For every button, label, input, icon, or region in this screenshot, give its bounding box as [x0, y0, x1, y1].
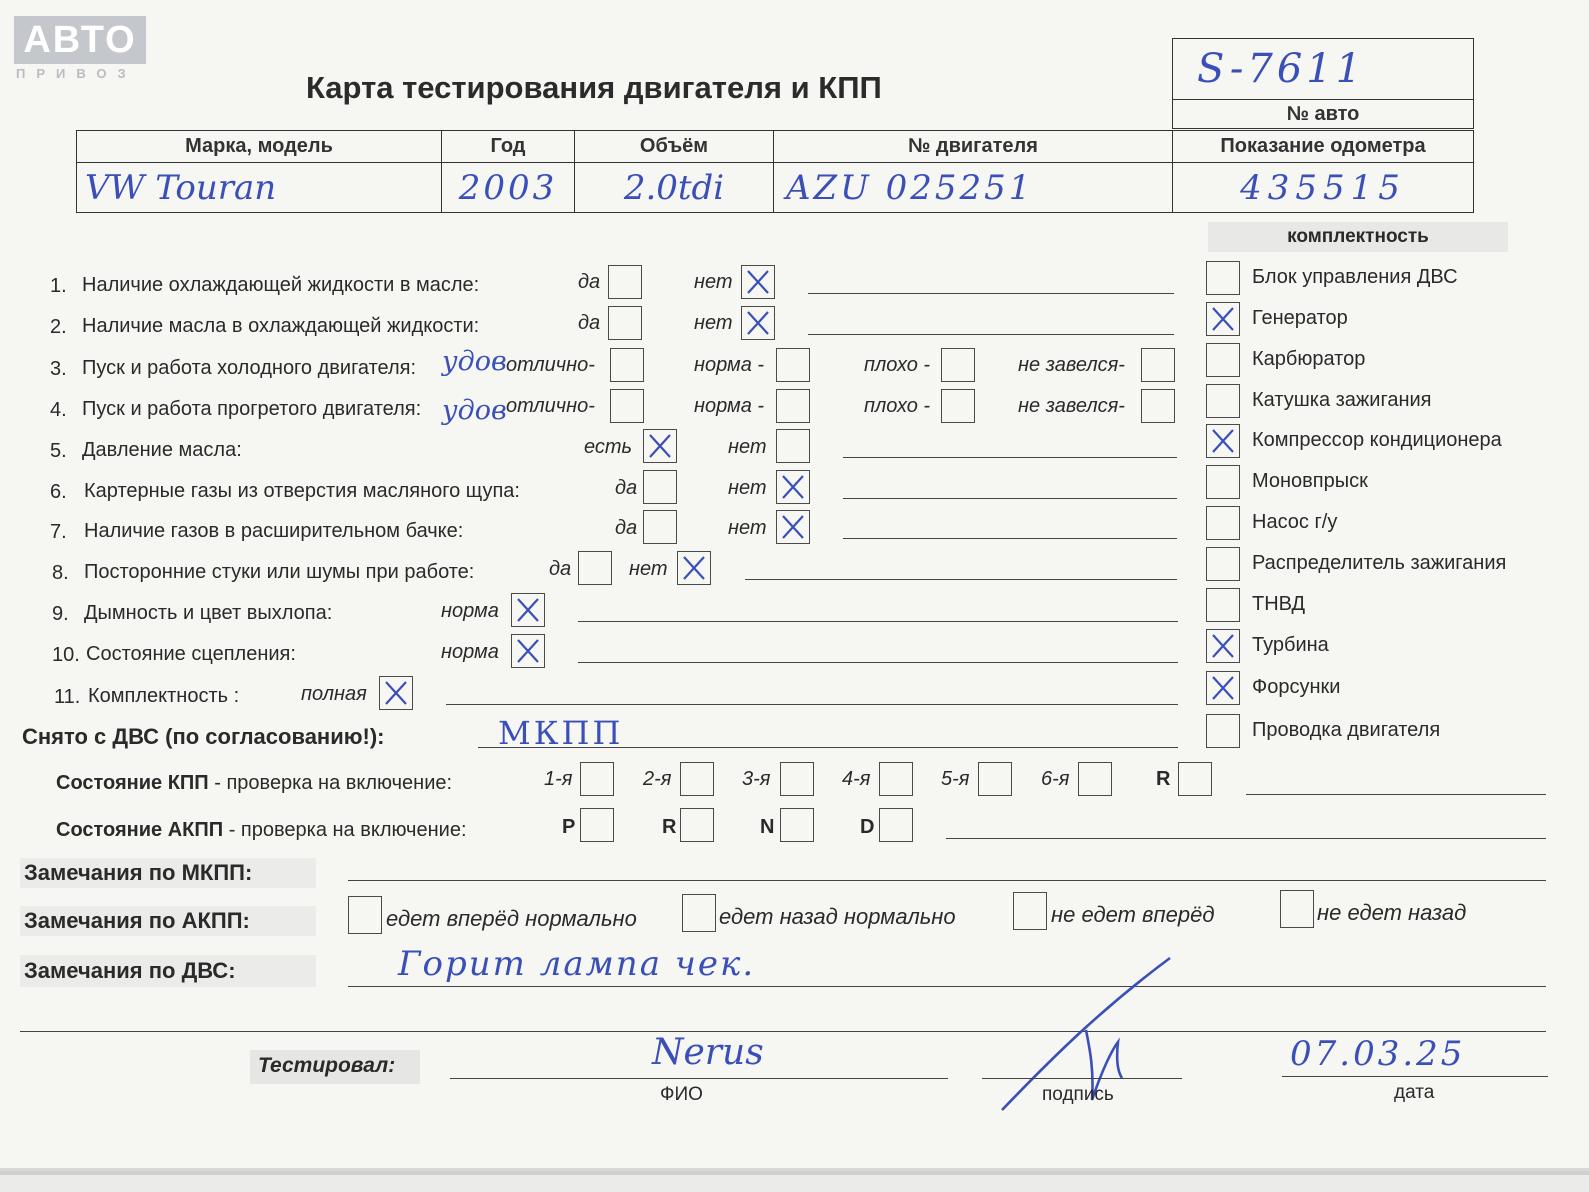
check-2-line	[808, 334, 1174, 335]
kit-item-box-11[interactable]	[1206, 671, 1240, 705]
check-3-bad-box[interactable]	[941, 348, 975, 382]
check-7-num: 7.	[50, 521, 67, 543]
check-1-opt-yes: да	[578, 271, 601, 293]
check-9-label: Дымность и цвет выхлопа:	[84, 602, 333, 624]
check-4-note: удов	[442, 395, 507, 426]
check-10-line	[578, 662, 1178, 663]
check-5-line	[843, 457, 1177, 458]
check-5-label: Давление масла:	[82, 439, 242, 461]
kpp-gear-box-4[interactable]	[879, 762, 913, 796]
check-3-nostart-box[interactable]	[1141, 348, 1175, 382]
check-4-normal-box[interactable]	[776, 389, 810, 423]
kit-item-box-12[interactable]	[1206, 714, 1240, 748]
kit-item-label-8: Распределитель зажигания	[1252, 552, 1507, 574]
kit-item-label-1: Блок управления ДВС	[1252, 266, 1458, 288]
remarks-mkpp-line	[348, 880, 1546, 881]
check-3-label: Пуск и работа холодного двигателя:	[82, 357, 417, 379]
signature-caption: подпись	[1042, 1084, 1114, 1105]
check-7-line	[843, 538, 1177, 539]
kit-item-label-9: ТНВД	[1252, 593, 1306, 615]
akpp-backward-normal-label: едет назад нормально	[719, 904, 956, 929]
check-9-line	[578, 621, 1178, 622]
check-4-opt-excellent: отлично-	[506, 395, 595, 417]
check-8-opt-yes: да	[549, 558, 572, 580]
kit-item-box-3[interactable]	[1206, 343, 1240, 377]
kpp-gear-label-5: 5-я	[941, 768, 970, 790]
check-2-opt-yes: да	[578, 312, 601, 334]
kit-item-box-9[interactable]	[1206, 588, 1240, 622]
kpp-label: Состояние КПП - проверка на включение:	[56, 772, 453, 794]
check-8-opt-no: нет	[629, 558, 668, 580]
check-4-excellent-box[interactable]	[610, 389, 644, 423]
check-4-opt-bad: плохо -	[864, 395, 931, 417]
value-model: VW Touran	[85, 167, 277, 208]
kit-item-label-11: Форсунки	[1252, 676, 1341, 698]
header-col-odometer: Показание одометра	[1173, 131, 1474, 163]
remarks-akpp-label: Замечания по АКПП:	[24, 908, 250, 933]
akpp-mode-label-4: D	[860, 816, 875, 838]
kpp-gear-label-4: 4-я	[842, 768, 871, 790]
kpp-gear-label-6: 6-я	[1041, 768, 1070, 790]
check-6-opt-no: нет	[728, 477, 767, 499]
kit-item-label-10: Турбина	[1252, 634, 1329, 656]
check-10-opt-normal: норма	[441, 641, 499, 663]
kit-item-box-7[interactable]	[1206, 506, 1240, 540]
header-col-volume: Объём	[575, 131, 774, 163]
akpp-no-backward-box[interactable]	[1280, 890, 1314, 928]
car-number-box	[1172, 38, 1474, 129]
check-2-num: 2.	[50, 316, 67, 338]
kpp-gear-box-2[interactable]	[680, 762, 714, 796]
check-10-label: Состояние сцепления:	[86, 643, 296, 665]
kit-item-label-3: Карбюратор	[1252, 348, 1366, 370]
date-line	[1282, 1076, 1548, 1077]
akpp-mode-label-1: P	[562, 816, 576, 838]
check-6-no-box[interactable]	[776, 470, 810, 504]
check-4-bad-box[interactable]	[941, 389, 975, 423]
akpp-forward-normal-box[interactable]	[348, 896, 382, 934]
removed-label: Снято с ДВС (по согласованию!):	[22, 724, 385, 749]
value-engine-number: AZU 025251	[786, 167, 1034, 208]
check-3-note: удов	[442, 346, 507, 377]
kit-item-box-8[interactable]	[1206, 547, 1240, 581]
header-col-year: Год	[442, 131, 575, 163]
kit-item-box-4[interactable]	[1206, 384, 1240, 418]
car-number-value: S-7611	[1197, 46, 1366, 92]
check-3-excellent-box[interactable]	[610, 348, 644, 382]
check-7-opt-no: нет	[728, 517, 767, 539]
akpp-label: Состояние АКПП - проверка на включение:	[56, 819, 467, 841]
check-9-opt-normal: норма	[441, 600, 499, 622]
akpp-backward-normal-box[interactable]	[682, 894, 716, 932]
kit-item-label-12: Проводка двигателя	[1252, 719, 1441, 741]
akpp-mode-label-3: N	[760, 816, 775, 838]
page-title: Карта тестирования двигателя и КПП	[306, 70, 882, 105]
check-7-no-box[interactable]	[776, 510, 810, 544]
kpp-gear-box-3[interactable]	[780, 762, 814, 796]
kpp-gear-label-7: R	[1156, 768, 1171, 790]
check-3-opt-nostart: не завелся-	[1018, 354, 1125, 376]
tested-label: Тестировал:	[258, 1054, 396, 1077]
check-5-no-box[interactable]	[776, 429, 810, 463]
kit-item-label-7: Насос г/у	[1252, 511, 1338, 533]
check-7-label: Наличие газов в расширительном бачке:	[84, 520, 464, 542]
check-3-num: 3.	[50, 358, 67, 380]
check-1-no-box[interactable]	[741, 265, 775, 299]
check-11-opt-full: полная	[301, 683, 367, 705]
removed-value: МКПП	[498, 714, 624, 752]
check-1-opt-no: нет	[694, 271, 733, 293]
kpp-gear-label-1: 1-я	[544, 768, 573, 790]
check-6-yes-box[interactable]	[643, 470, 677, 504]
check-9-normal-box[interactable]	[511, 593, 545, 627]
kit-item-label-5: Компрессор кондиционера	[1252, 429, 1502, 451]
akpp-line	[946, 838, 1546, 839]
check-3-opt-bad: плохо -	[864, 354, 931, 376]
kit-item-label-6: Моновпрыск	[1252, 470, 1368, 492]
remarks-dvs-label: Замечания по ДВС:	[24, 958, 236, 983]
tested-name: Nerus	[652, 1032, 764, 1073]
kit-item-box-10[interactable]	[1206, 629, 1240, 663]
kit-item-box-2[interactable]	[1206, 302, 1240, 336]
check-1-label: Наличие охлаждающей жидкости в масле:	[82, 274, 480, 296]
akpp-no-forward-label: не едет вперёд	[1051, 902, 1215, 927]
check-5-opt-yes: есть	[584, 436, 633, 458]
check-1-line	[808, 293, 1174, 294]
check-6-num: 6.	[50, 481, 67, 503]
check-10-normal-box[interactable]	[511, 634, 545, 668]
check-6-line	[843, 498, 1177, 499]
check-4-opt-nostart: не завелся-	[1018, 395, 1125, 417]
check-8-line	[745, 579, 1177, 580]
check-9-num: 9.	[52, 603, 69, 625]
header-col-engine-number: № двигателя	[774, 131, 1173, 163]
check-3-normal-box[interactable]	[776, 348, 810, 382]
value-odometer: 435515	[1240, 167, 1406, 208]
value-year: 2003	[458, 167, 558, 208]
kit-item-box-1[interactable]	[1206, 261, 1240, 295]
check-3-opt-normal: норма -	[694, 354, 765, 376]
kit-item-label-4: Катушка зажигания	[1252, 389, 1432, 411]
removed-line	[478, 747, 1178, 748]
check-2-label: Наличие масла в охлаждающей жидкости:	[82, 315, 480, 337]
akpp-forward-normal-label: едет вперёд нормально	[386, 906, 637, 931]
check-7-opt-yes: да	[615, 517, 638, 539]
check-2-yes-box[interactable]	[608, 306, 642, 340]
check-4-num: 4.	[50, 399, 67, 421]
kit-title: комплектность	[1208, 222, 1508, 252]
check-1-num: 1.	[50, 275, 67, 297]
check-3-opt-excellent: отлично-	[506, 354, 595, 376]
tested-name-line	[450, 1078, 948, 1079]
kpp-line	[1246, 794, 1546, 795]
check-2-opt-no: нет	[694, 312, 733, 334]
check-4-nostart-box[interactable]	[1141, 389, 1175, 423]
kit-item-label-2: Генератор	[1252, 307, 1348, 329]
akpp-mode-box-3[interactable]	[780, 808, 814, 842]
check-5-num: 5.	[50, 440, 67, 462]
kpp-gear-box-5[interactable]	[978, 762, 1012, 796]
check-5-yes-box[interactable]	[643, 429, 677, 463]
check-8-num: 8.	[52, 562, 69, 584]
check-4-opt-normal: норма -	[694, 395, 765, 417]
header-col-model: Марка, модель	[77, 131, 442, 163]
kit-item-box-5[interactable]	[1206, 424, 1240, 458]
check-11-line	[446, 704, 1178, 705]
akpp-no-forward-box[interactable]	[1013, 892, 1047, 930]
akpp-mode-label-2: R	[662, 816, 677, 838]
check-5-opt-no: нет	[728, 436, 767, 458]
kpp-gear-label-3: 3-я	[742, 768, 771, 790]
kpp-gear-label-2: 2-я	[643, 768, 672, 790]
check-10-num: 10.	[52, 644, 80, 666]
check-11-full-box[interactable]	[379, 676, 413, 710]
check-8-yes-box[interactable]	[578, 551, 612, 585]
akpp-mode-box-1[interactable]	[580, 808, 614, 842]
signature-line	[982, 1078, 1182, 1079]
remarks-dvs-line	[348, 986, 1546, 987]
vehicle-header-table	[76, 130, 1474, 213]
check-4-label: Пуск и работа прогретого двигателя:	[82, 398, 422, 420]
check-2-no-box[interactable]	[741, 306, 775, 340]
fio-caption: ФИО	[660, 1084, 703, 1105]
akpp-mode-box-2[interactable]	[680, 808, 714, 842]
check-6-label: Картерные газы из отверстия масляного щупа:	[84, 480, 520, 502]
akpp-mode-box-4[interactable]	[879, 808, 913, 842]
check-8-no-box[interactable]	[677, 551, 711, 585]
logo-subtitle: ПРИВОЗ	[16, 66, 137, 81]
check-6-opt-yes: да	[615, 477, 638, 499]
check-8-label: Посторонние стуки или шумы при работе:	[84, 561, 475, 583]
logo: АВТО	[14, 16, 146, 64]
remarks-mkpp-label: Замечания по МКПП:	[24, 860, 253, 885]
kpp-gear-box-1[interactable]	[580, 762, 614, 796]
date-caption: дата	[1394, 1082, 1435, 1103]
check-7-yes-box[interactable]	[643, 510, 677, 544]
kpp-gear-box-7[interactable]	[1178, 762, 1212, 796]
tested-date: 07.03.25	[1290, 1034, 1466, 1074]
kit-item-box-6[interactable]	[1206, 465, 1240, 499]
value-volume: 2.0tdi	[623, 167, 725, 208]
check-11-num: 11.	[54, 686, 81, 708]
check-11-label: Комплектность :	[88, 685, 240, 707]
check-1-yes-box[interactable]	[608, 265, 642, 299]
car-number-label: № авто	[1173, 100, 1474, 129]
kpp-gear-box-6[interactable]	[1078, 762, 1112, 796]
akpp-no-backward-label: не едет назад	[1317, 900, 1467, 925]
remarks-extra-line	[20, 1031, 1546, 1032]
remarks-dvs-value: Горит лампа чек.	[398, 944, 756, 984]
